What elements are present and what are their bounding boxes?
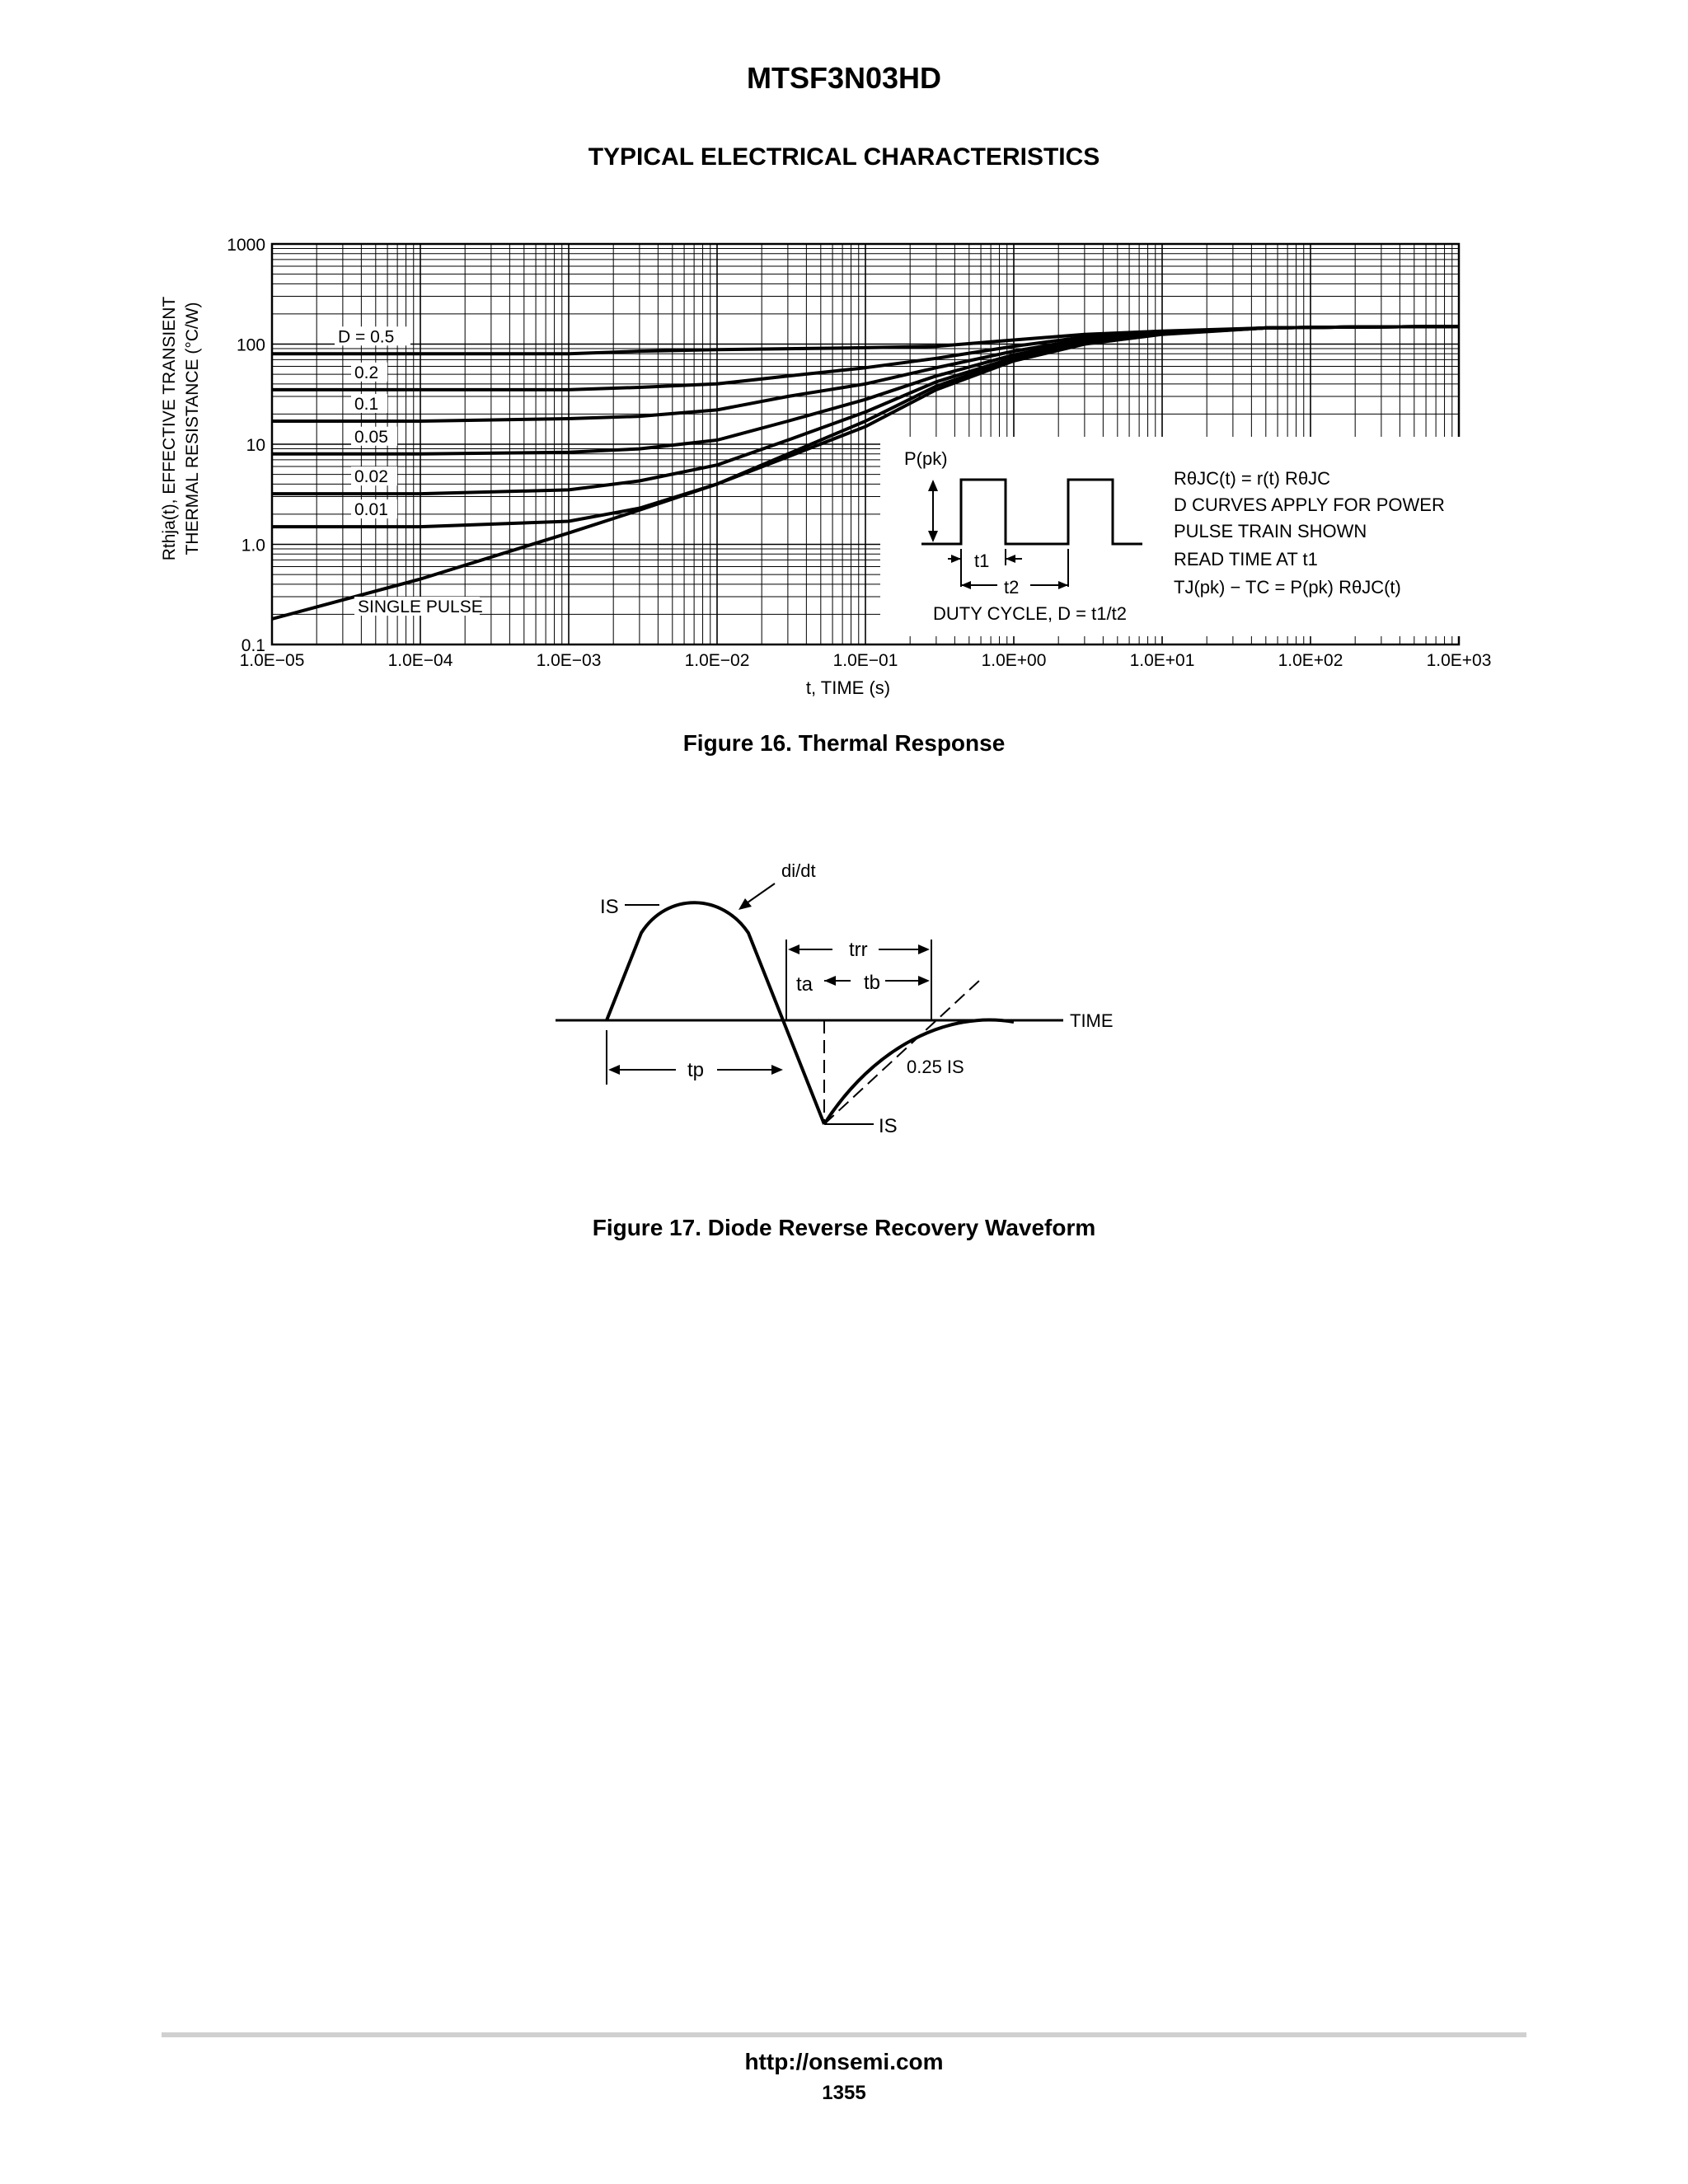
is-top-label: IS bbox=[600, 896, 619, 918]
thermal-response-chart bbox=[0, 0, 1688, 725]
y-tick-label: 10 bbox=[246, 436, 265, 455]
inset-note-line-3: PULSE TRAIN SHOWN bbox=[1174, 521, 1367, 541]
recovery-slope-dashed bbox=[824, 981, 979, 1124]
trr-label: trr bbox=[849, 939, 868, 961]
duty-cycle-label: DUTY CYCLE, D = t1/t2 bbox=[933, 603, 1127, 624]
ppk-label: P(pk) bbox=[904, 448, 948, 469]
y-tick-label: 0.1 bbox=[241, 636, 265, 655]
section-title: TYPICAL ELECTRICAL CHARACTERISTICS bbox=[588, 143, 1100, 171]
footer-rule bbox=[162, 2032, 1526, 2037]
y-tick-label: 100 bbox=[236, 335, 265, 355]
series-label: D = 0.5 bbox=[338, 327, 395, 347]
figure-16-caption: Figure 16. Thermal Response bbox=[682, 730, 1006, 756]
y-axis-label-line1: Rthja(t), EFFECTIVE TRANSIENT bbox=[160, 296, 179, 561]
series-labels bbox=[335, 326, 483, 616]
inset-note-line-2: D CURVES APPLY FOR POWER bbox=[1174, 494, 1445, 515]
x-tick-label: 1.0E−03 bbox=[536, 651, 602, 670]
x-tick-label: 1.0E−05 bbox=[239, 651, 305, 670]
forward-current-waveform bbox=[607, 902, 824, 1124]
page-number: 1355 bbox=[822, 2082, 866, 2104]
diode-recovery-waveform bbox=[0, 824, 1688, 1187]
ta-label: ta bbox=[796, 973, 814, 996]
series-label: 0.1 bbox=[354, 395, 379, 415]
duty-cycle-inset bbox=[880, 437, 1462, 636]
x-axis-label: t, TIME (s) bbox=[805, 677, 891, 698]
series-label: SINGLE PULSE bbox=[358, 598, 483, 617]
time-axis-label: TIME bbox=[1070, 1010, 1114, 1031]
y-tick-label: 1000 bbox=[227, 236, 265, 255]
inset-note-line-5: TJ(pk) − TC = P(pk) RθJC(t) bbox=[1174, 577, 1401, 598]
inset-note-line-1: RθJC(t) = r(t) RθJC bbox=[1174, 468, 1331, 489]
series-label: 0.01 bbox=[354, 500, 388, 520]
footer-url[interactable]: http://onsemi.com bbox=[744, 2049, 944, 2074]
tp-label: tp bbox=[687, 1059, 705, 1081]
series-label: 0.05 bbox=[354, 427, 388, 447]
x-tick-label: 1.0E+02 bbox=[1278, 651, 1343, 670]
x-tick-labels bbox=[240, 651, 1492, 670]
quarter-is-label: 0.25 IS bbox=[907, 1057, 964, 1077]
inset-note-line-4: READ TIME AT t1 bbox=[1174, 549, 1318, 569]
t2-label: t2 bbox=[1004, 577, 1020, 598]
y-axis-label-line2: THERMAL RESISTANCE (°C/W) bbox=[183, 302, 202, 555]
tb-label: tb bbox=[864, 972, 881, 994]
y-tick-labels bbox=[227, 236, 265, 655]
x-tick-label: 1.0E+01 bbox=[1129, 651, 1195, 670]
x-tick-label: 1.0E−02 bbox=[684, 651, 750, 670]
x-tick-label: 1.0E+03 bbox=[1426, 651, 1492, 670]
x-tick-label: 1.0E−01 bbox=[832, 651, 898, 670]
di-dt-label: di/dt bbox=[781, 860, 816, 881]
is-bottom-label: IS bbox=[879, 1115, 898, 1137]
series-label: 0.02 bbox=[354, 467, 388, 487]
y-tick-label: 1.0 bbox=[241, 536, 265, 555]
part-number-title: MTSF3N03HD bbox=[746, 61, 942, 95]
series-label: 0.2 bbox=[354, 363, 379, 382]
figure-17-caption: Figure 17. Diode Reverse Recovery Waveform bbox=[592, 1215, 1096, 1240]
t1-label: t1 bbox=[974, 551, 990, 571]
x-tick-label: 1.0E−04 bbox=[387, 651, 453, 670]
x-tick-label: 1.0E+00 bbox=[981, 651, 1047, 670]
